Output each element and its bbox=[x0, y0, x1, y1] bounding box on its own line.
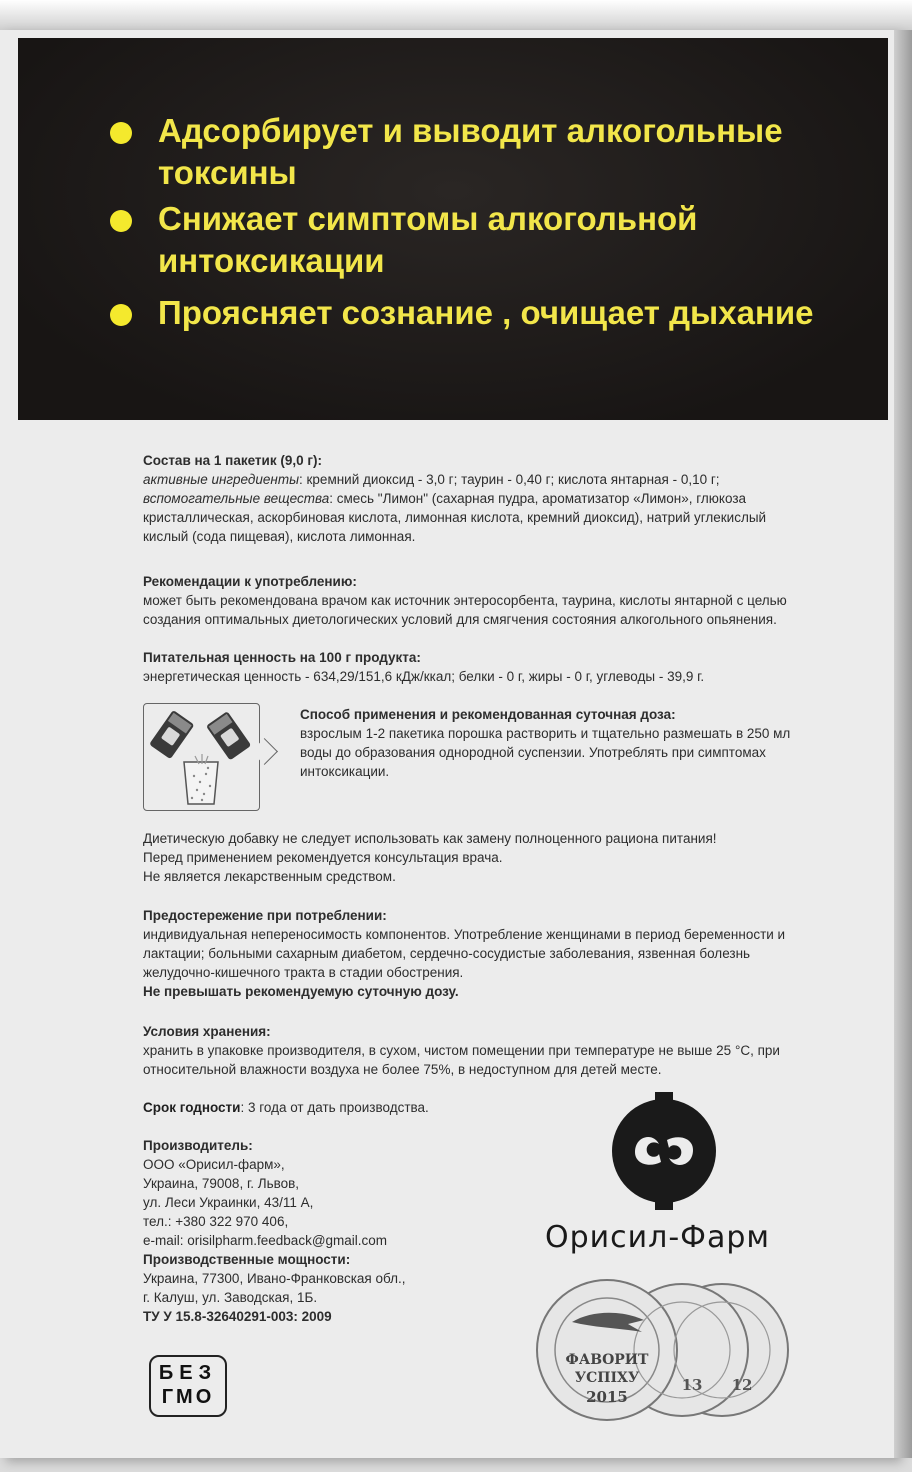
benefit-line: Проясняет сознание , очищает дыхание bbox=[158, 294, 814, 331]
shelf-life-label: Срок годности bbox=[143, 1100, 241, 1115]
box-top-edge bbox=[0, 0, 912, 34]
disclaimer-line: Не является лекарственным средством. bbox=[143, 869, 396, 884]
nutrition-section bbox=[143, 648, 803, 686]
medal-title-line2: УСПІХУ bbox=[574, 1370, 640, 1386]
award-medals-icon bbox=[532, 1270, 792, 1430]
benefit-line: интоксикации bbox=[158, 242, 385, 279]
recommendations-section bbox=[143, 572, 803, 629]
warning-section bbox=[143, 906, 803, 1001]
benefit-line: Адсорбирует и выводит алкогольные bbox=[158, 112, 783, 149]
storage-text: хранить в упаковке производителя, в сухом, чистом помещении при температуре не выше 25 °С, при относительной влажности воздуха не более 75%, в недоступном для детей месте. bbox=[143, 1043, 780, 1077]
benefit-item bbox=[110, 292, 858, 334]
orisil-logo-icon bbox=[605, 1092, 723, 1210]
storage-section bbox=[143, 1022, 803, 1079]
benefit-line: токсины bbox=[158, 154, 297, 191]
shelf-life-text: : 3 года от дать производства. bbox=[240, 1100, 429, 1115]
manufacturer-title: Производитель: bbox=[143, 1138, 253, 1153]
manufacturer-line: ул. Леси Украинки, 43/11 А, bbox=[143, 1195, 314, 1210]
benefit-item bbox=[110, 110, 838, 194]
usage-text: взрослым 1-2 пакетика порошка растворить и тщательно размешать в 250 мл воды до образования однородной суспензии. Употреблять при симптомах интоксикации. bbox=[300, 726, 791, 779]
composition-title: Состав на 1 пакетик (9,0 г): bbox=[143, 453, 322, 468]
disclaimer-line: Диетическую добавку не следует использовать как замену полноценного рациона питания! bbox=[143, 831, 717, 846]
box-side-edge bbox=[894, 30, 912, 1458]
medal-year-back: 12 bbox=[731, 1376, 753, 1394]
warning-title: Предостережение при потреблении: bbox=[143, 908, 387, 923]
manufacturer-line: ООО «Орисил-фарм», bbox=[143, 1157, 285, 1172]
active-label: активные ингредиенты bbox=[143, 472, 300, 487]
nutrition-title: Питательная ценность на 100 г продукта: bbox=[143, 650, 421, 665]
active-text: : кремний диоксид - 3,0 г; таурин - 0,40 г; кислота янтарная - 0,10 г; bbox=[299, 472, 720, 487]
medal-year-front: 2015 bbox=[586, 1388, 628, 1406]
manufacturer-email: e-mail: orisilpharm.feedback@gmail.com bbox=[143, 1233, 388, 1248]
disclaimer-section bbox=[143, 829, 803, 886]
bullet-dot-icon bbox=[110, 122, 132, 144]
manufacturer-line: Украина, 79008, г. Львов, bbox=[143, 1176, 300, 1191]
usage-section bbox=[300, 705, 800, 781]
recommendations-title: Рекомендации к употреблению: bbox=[143, 574, 357, 589]
storage-title: Условия хранения: bbox=[143, 1024, 271, 1039]
bullet-dot-icon bbox=[110, 304, 132, 326]
warning-text: индивидуальная непереносимость компонентов. Употребление женщинами в период беременности и лактации; больными сахарным диабетом, сердечно-сосудистые заболевания, язвенная болезнь желудочно-кишечного тракта в стадии обострения. bbox=[143, 927, 786, 980]
aux-label: вспомогательные вещества bbox=[143, 491, 330, 506]
aux-text: : смесь "Лимон" (сахарная пудра, ароматизатор «Лимон», глюкоза кристаллическая, аскорбиновая кислота, лимонная кислота, кремний диоксид), натрий углекислый кислый (сода пищевая), кислота лимонная. bbox=[143, 491, 767, 544]
benefit-line: Снижает симптомы алкогольной bbox=[158, 200, 698, 237]
composition-section bbox=[143, 451, 803, 546]
disclaimer-line: Перед применением рекомендуется консультация врача. bbox=[143, 850, 503, 865]
gmo-line2: ГМО bbox=[161, 1386, 215, 1408]
recommendations-text: может быть рекомендована врачом как источник энтеросорбента, таурина, кислоты янтарной с целью создания оптимальных диетологических условий для смягчения состояния алкогольного опьянения. bbox=[143, 593, 787, 627]
usage-illustration bbox=[143, 703, 260, 811]
warning-bold-line: Не превышать рекомендуемую суточную дозу. bbox=[143, 984, 459, 999]
bullet-dot-icon bbox=[110, 210, 132, 232]
medal-title-line1: ФАВОРИТ bbox=[565, 1352, 649, 1368]
medal-year-mid: 13 bbox=[681, 1376, 703, 1394]
benefits-panel bbox=[18, 38, 888, 420]
benefit-item bbox=[110, 198, 838, 282]
tu-code: ТУ У 15.8-32640291-003: 2009 bbox=[143, 1309, 332, 1324]
gmo-line1: БЕЗ bbox=[158, 1362, 218, 1384]
capacity-line: г. Калуш, ул. Заводская, 1Б. bbox=[143, 1290, 318, 1305]
brand-name: Орисил-Фарм bbox=[545, 1220, 771, 1255]
usage-title: Способ применения и рекомендованная суточная доза: bbox=[300, 707, 676, 722]
capacity-line: Украина, 77300, Ивано-Франковская обл., bbox=[143, 1271, 406, 1286]
sachet-into-glass-icon bbox=[144, 704, 259, 810]
manufacturer-line: тел.: +380 322 970 406, bbox=[143, 1214, 289, 1229]
gmo-free-badge bbox=[149, 1355, 227, 1417]
manufacturer-section bbox=[143, 1136, 473, 1326]
capacity-title: Производственные мощности: bbox=[143, 1252, 351, 1267]
nutrition-text: энергетическая ценность - 634,29/151,6 кДж/ккал; белки - 0 г, жиры - 0 г, углеводы - 39,9 г. bbox=[143, 669, 705, 684]
